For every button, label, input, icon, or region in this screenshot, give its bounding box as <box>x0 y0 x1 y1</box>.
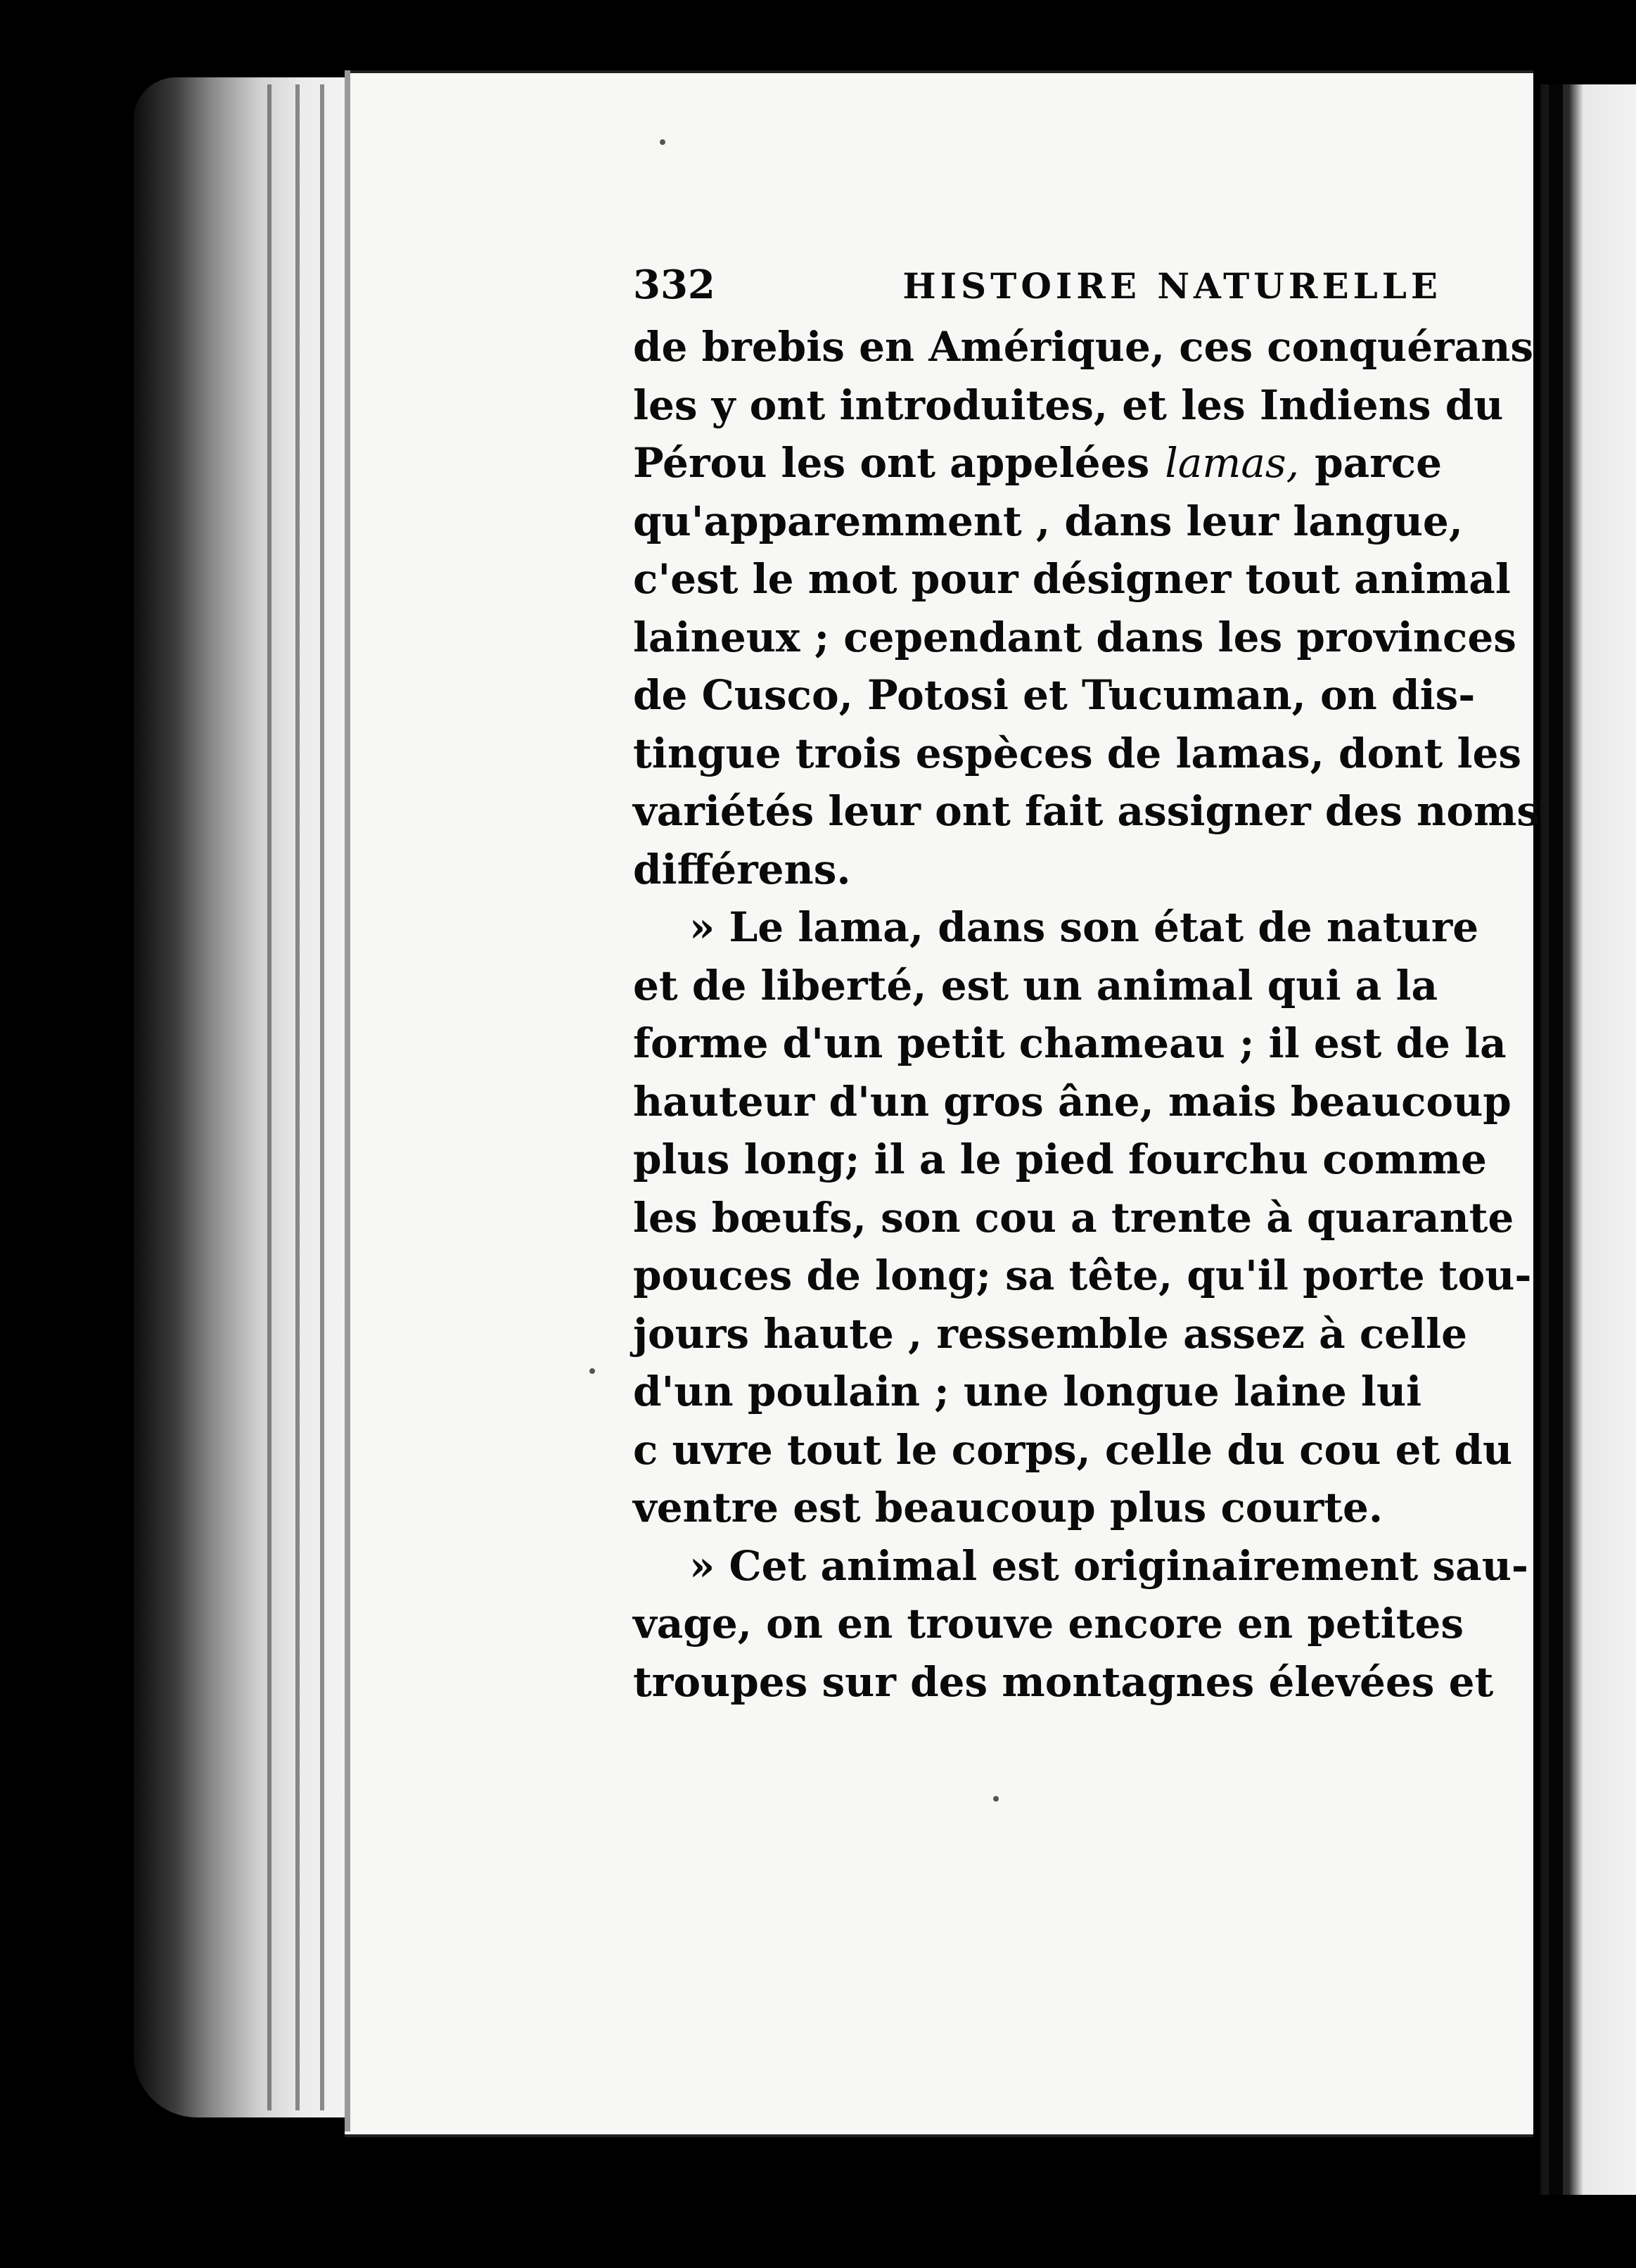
book-page-edges <box>134 77 359 2117</box>
text-line: qu'apparemment , dans leur langue, <box>633 497 1463 545</box>
gutter-shadow <box>1549 84 1563 2195</box>
page-number: 332 <box>633 262 715 308</box>
page-edge-line <box>267 84 271 2110</box>
page-text <box>633 260 1540 1711</box>
text-line: jours haute , ressemble assez à celle <box>633 1309 1468 1358</box>
running-head <box>633 260 1442 310</box>
text-line: variétés leur ont fait assigner des noms <box>633 787 1540 835</box>
page-edge-line <box>320 84 324 2110</box>
text-line: les y ont introduites, et les Indiens du <box>633 381 1504 429</box>
text-line: c uvre tout le corps, celle du cou et du <box>633 1425 1513 1474</box>
text-line: Pérou les ont appelées lamas, parce <box>633 434 1442 492</box>
text-line: vage, on en trouve encore en petites <box>633 1600 1464 1648</box>
text-line: de brebis en Amérique, ces conquérans <box>633 323 1534 371</box>
speck <box>589 1368 595 1374</box>
text-line: plus long; il a le pied fourchu comme <box>633 1135 1487 1183</box>
speck <box>993 1796 999 1802</box>
text-line: c'est le mot pour désigner tout animal <box>633 555 1511 603</box>
text-line: ventre est beaucoup plus courte. <box>633 1484 1383 1531</box>
paragraph-start: » Le lama, dans son état de nature <box>689 903 1479 951</box>
text-line: troupes sur des montagnes élevées et <box>633 1657 1494 1706</box>
text-line: de Cusco, Potosi et Tucuman, on dis- <box>633 671 1476 719</box>
page-edge-line <box>295 84 300 2110</box>
text-line: tingue trois espèces de lamas, dont les <box>633 729 1522 777</box>
text-line: hauteur d'un gros âne, mais beaucoup <box>633 1077 1512 1126</box>
speck <box>660 139 665 145</box>
running-title: HISTOIRE NATURELLE <box>902 265 1442 307</box>
text-line: pouces de long; sa tête, qu'il porte tou- <box>633 1251 1532 1299</box>
text-line: forme d'un petit chameau ; il est de la <box>633 1019 1507 1067</box>
paragraph-start: » Cet animal est originairement sau- <box>689 1541 1528 1590</box>
text-line: laineux ; cependant dans les provinces <box>633 613 1516 661</box>
text-line: différens. <box>633 845 851 893</box>
text-line: et de liberté, est un animal qui a la <box>633 961 1438 1009</box>
text-line: d'un poulain ; une longue laine lui <box>633 1368 1422 1415</box>
text-line: les bœufs, son cou a trente à quarante <box>633 1193 1514 1242</box>
page-border <box>345 70 350 2132</box>
italic-term: lamas, <box>1165 439 1300 487</box>
